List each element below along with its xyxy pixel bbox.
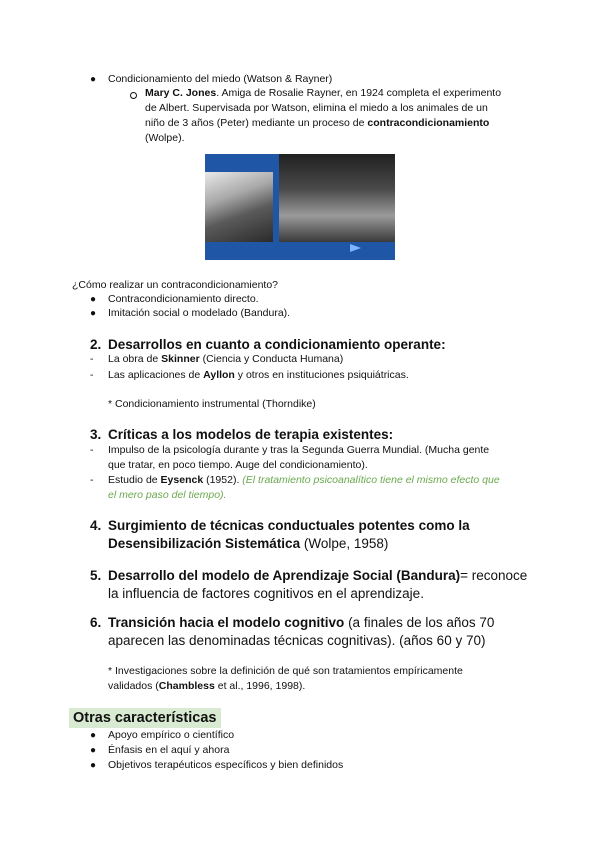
otras-heading: Otras características bbox=[69, 708, 221, 728]
s4-line1: Surgimiento de técnicas conductuales potentes como la bbox=[108, 518, 470, 533]
section-3-title-text: Críticas a los modelos de terapia existentes: bbox=[108, 427, 394, 442]
s3-item2-pre: Estudio de bbox=[108, 474, 161, 486]
otras-item: Apoyo empírico o científico bbox=[108, 729, 235, 741]
play-arrow-icon bbox=[350, 244, 361, 252]
section-2-number: 2. bbox=[90, 337, 102, 352]
jones-paragraph bbox=[145, 86, 525, 146]
bullet-dot: ● bbox=[90, 294, 97, 305]
s3-item2-line1 bbox=[108, 473, 538, 488]
jones-line-1-rest: . Amiga de Rosalie Rayner, en 1924 completa el experimento bbox=[216, 87, 502, 99]
s3-item2-green1: (El tratamiento psicoanalítico tiene el mismo efecto que bbox=[242, 474, 500, 486]
jones-line-3 bbox=[145, 116, 525, 131]
historical-photo bbox=[205, 154, 395, 260]
s6-note-post: et al., 1996, 1998). bbox=[214, 680, 306, 692]
s6-note-bold: Chambless bbox=[158, 680, 215, 692]
s3-item1-line1: Impulso de la psicología durante y tras la Segunda Guerra Mundial. (Mucha gente bbox=[108, 444, 490, 456]
bullet-text: Condicionamiento del miedo (Watson & Rayner) bbox=[108, 73, 333, 85]
bullet-dot: ● bbox=[90, 730, 97, 741]
section-6-number: 6. bbox=[90, 615, 102, 630]
section-2-item bbox=[108, 352, 343, 367]
photo-adults-image bbox=[279, 154, 395, 242]
dash-marker: - bbox=[90, 444, 94, 456]
s6-line1-norm: (a finales de los años 70 bbox=[344, 615, 495, 630]
s2-item1-post: (Ciencia y Conducta Humana) bbox=[199, 353, 344, 365]
s2-item1-bold: Skinner bbox=[161, 353, 200, 365]
section-6-text bbox=[108, 614, 528, 650]
jones-line-3-pre: niño de 3 años (Peter) mediante un proceso de bbox=[145, 117, 368, 129]
photo-baby-image bbox=[205, 172, 273, 242]
section-2-title-text: Desarrollos en cuanto a condicionamiento operante: bbox=[108, 337, 446, 352]
section-5-number: 5. bbox=[90, 568, 102, 583]
section-6-note bbox=[108, 664, 538, 694]
section-5-text bbox=[108, 567, 528, 603]
jones-line-4: (Wolpe). bbox=[145, 132, 185, 144]
s5-line2: la influencia de factores cognitivos en el aprendizaje. bbox=[108, 586, 424, 601]
s6-note-line2 bbox=[108, 679, 538, 694]
s4-line2-norm: (Wolpe, 1958) bbox=[300, 536, 389, 551]
section-3-number: 3. bbox=[90, 427, 102, 442]
bullet-dot: ● bbox=[90, 308, 97, 319]
section-3-item-2 bbox=[108, 473, 538, 503]
s2-item2-pre: Las aplicaciones de bbox=[108, 369, 204, 381]
bullet-dot: ● bbox=[90, 74, 97, 85]
contra-item: Imitación social o modelado (Bandura). bbox=[108, 307, 291, 319]
jones-line-3-bold: contracondicionamiento bbox=[367, 117, 490, 129]
dash-marker: - bbox=[90, 474, 94, 486]
s6-note-line1: * Investigaciones sobre la definición de qué son tratamientos empíricamente bbox=[108, 665, 463, 677]
section-3-item-1 bbox=[108, 443, 538, 473]
s4-line2-bold: Desensibilización Sistemática bbox=[108, 536, 301, 551]
bullet-dot: ● bbox=[90, 760, 97, 771]
section-2-item bbox=[108, 368, 409, 383]
dash-marker: - bbox=[90, 369, 94, 381]
s6-line1-bold: Transición hacia el modelo cognitivo bbox=[108, 615, 345, 630]
contra-question: ¿Cómo realizar un contracondicionamiento? bbox=[72, 279, 279, 291]
otras-item: Objetivos terapéuticos específicos y bien definidos bbox=[108, 759, 344, 771]
jones-line-1 bbox=[145, 86, 525, 101]
dash-marker: - bbox=[90, 353, 94, 365]
bullet-dot: ● bbox=[90, 745, 97, 756]
s2-item2-post: y otros en instituciones psiquiátricas. bbox=[234, 369, 409, 381]
s3-item1-line2: que tratar, en poco tiempo. Auge del condicionamiento). bbox=[108, 459, 368, 471]
jones-name: Mary C. Jones bbox=[145, 87, 217, 99]
jones-line-2: de Albert. Supervisada por Watson, elimina el miedo a los animales de un bbox=[145, 102, 488, 114]
s5-line1-norm: = reconoce bbox=[460, 568, 528, 583]
section-2-note: * Condicionamiento instrumental (Thorndike) bbox=[108, 398, 316, 410]
s5-line1-bold: Desarrollo del modelo de Aprendizaje Social (Bandura) bbox=[108, 568, 461, 583]
s6-line2: aparecen las denominadas técnicas cognitivas). (años 60 y 70) bbox=[108, 633, 486, 648]
s3-item2-bold: Eysenck bbox=[160, 474, 204, 486]
s2-item1-pre: La obra de bbox=[108, 353, 162, 365]
section-4-text bbox=[108, 517, 528, 553]
sub-bullet-circle bbox=[130, 92, 137, 99]
section-4-number: 4. bbox=[90, 518, 102, 533]
section-3-title bbox=[108, 426, 393, 444]
contra-item: Contracondicionamiento directo. bbox=[108, 293, 259, 305]
s2-item2-bold: Ayllon bbox=[203, 369, 235, 381]
s3-item2-post: (1952). bbox=[203, 474, 243, 486]
otras-item: Énfasis en el aquí y ahora bbox=[108, 744, 230, 756]
s3-item2-green2: el mero paso del tiempo). bbox=[108, 489, 227, 501]
s6-note-pre: validados ( bbox=[108, 680, 159, 692]
